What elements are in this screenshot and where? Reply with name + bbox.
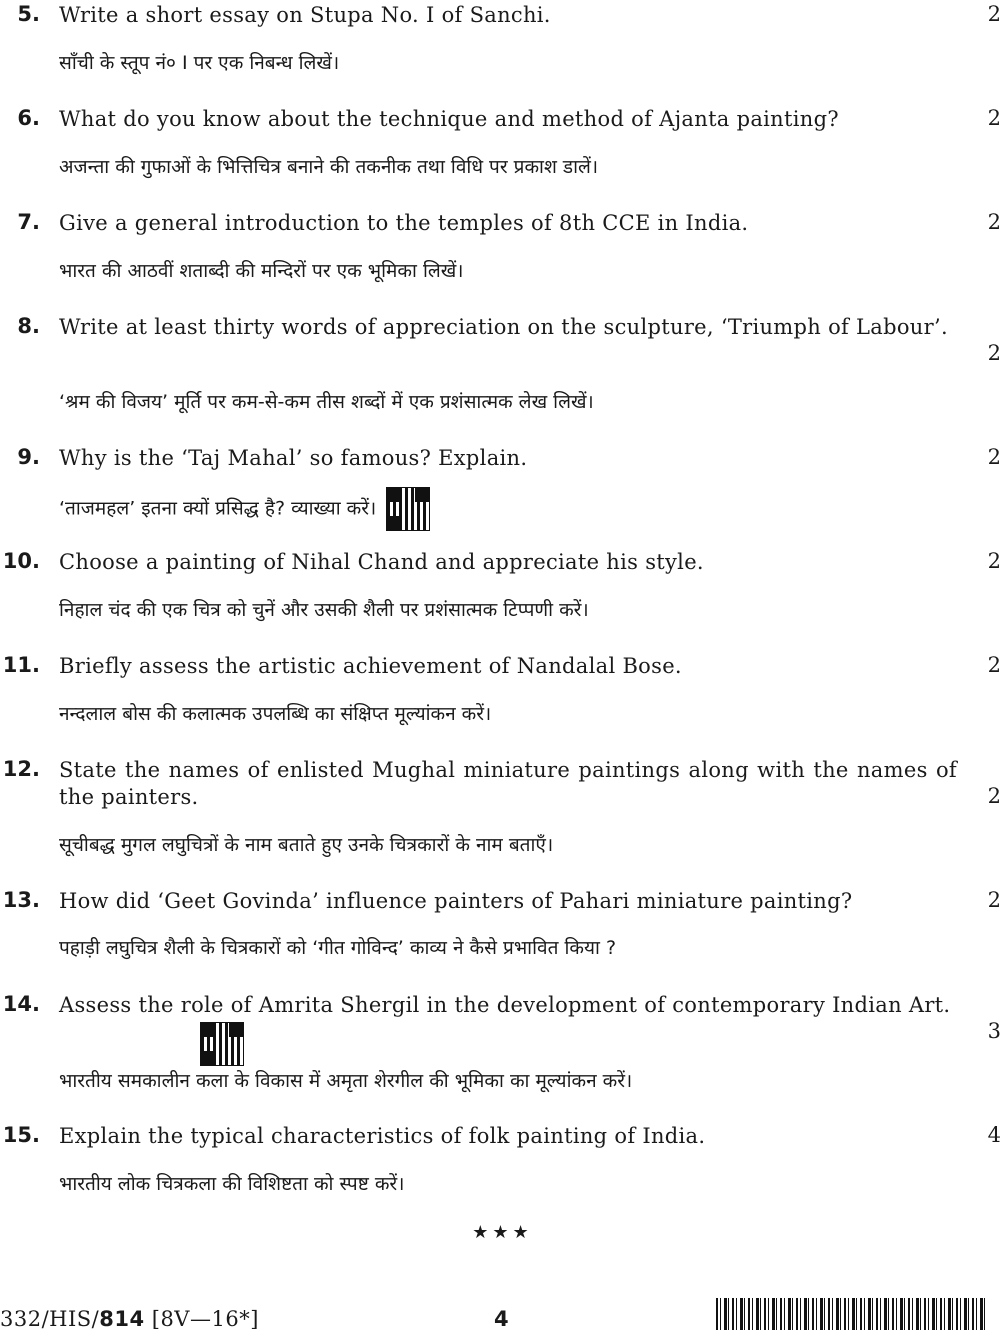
barcode <box>716 1298 988 1330</box>
question-text-english: Assess the role of Amrita Shergil in the development of contemporary Indian Art. <box>59 993 951 1017</box>
question-number: 8. <box>17 314 40 338</box>
question-number: 15. <box>2 1123 40 1147</box>
paper-code-prefix: 332/HIS/ <box>0 1307 100 1331</box>
question-text-hindi: साँची के स्तूप नं० I पर एक निबन्ध लिखें। <box>59 52 340 74</box>
question-number: 12. <box>2 757 40 781</box>
question-number: 11. <box>2 653 40 677</box>
question-marks: 2 <box>987 106 1001 130</box>
question-text-english: Choose a painting of Nihal Chand and appreciate his style. <box>59 550 704 574</box>
question-marks: 4 <box>987 1123 1001 1147</box>
question-number: 5. <box>17 2 40 26</box>
question-text-hindi: नन्दलाल बोस की कलात्मक उपलब्धि का संक्षिप्त मूल्यांकन करें। <box>59 703 492 725</box>
question-number: 10. <box>2 549 40 573</box>
question-text-english: Write at least thirty words of appreciation on the sculpture, ‘Triumph of Labour’. <box>59 315 948 339</box>
qr-code-icon[interactable] <box>386 487 430 531</box>
question-text-hindi: सूचीबद्ध मुगल लघुचित्रों के नाम बताते हुए उनके चित्रकारों के नाम बताएँ। <box>59 834 554 856</box>
question-text-english: Explain the typical characteristics of folk painting of India. <box>59 1124 706 1148</box>
end-marker: ★★★ <box>472 1222 533 1243</box>
question-text-hindi: अजन्ता की गुफाओं के भित्तिचित्र बनाने की तकनीक तथा विधि पर प्रकाश डालें। <box>59 156 599 178</box>
question-marks: 2 <box>987 341 1001 365</box>
question-number: 9. <box>17 445 40 469</box>
question-marks: 2 <box>987 549 1001 573</box>
question-text-english: Give a general introduction to the temples of 8th CCE in India. <box>59 211 749 235</box>
question-text-hindi: ‘श्रम की विजय’ मूर्ति पर कम-से-कम तीस शब्दों में एक प्रशंसात्मक लेख लिखें। <box>59 391 594 413</box>
question-text-hindi: भारतीय लोक चित्रकला की विशिष्टता को स्पष्ट करें। <box>59 1173 405 1195</box>
question-text-hindi: भारतीय समकालीन कला के विकास में अमृता शेरगील की भूमिका का मूल्यांकन करें। <box>59 1070 633 1092</box>
paper-code <box>0 1307 259 1331</box>
question-text-english: State the names of enlisted Mughal miniature paintings along with the names of the painters. <box>59 758 957 809</box>
question-marks: 2 <box>987 210 1001 234</box>
qr-code-icon[interactable] <box>200 1022 244 1066</box>
question-text-hindi: ‘ताजमहल’ इतना क्यों प्रसिद्ध है? व्याख्या करें। <box>59 497 377 520</box>
question-number: 6. <box>17 106 40 130</box>
question-marks: 2 <box>987 653 1001 677</box>
question-text-hindi: निहाल चंद की एक चित्र को चुनें और उसकी शैली पर प्रशंसात्मक टिप्पणी करें। <box>59 599 589 621</box>
question-text-english: Briefly assess the artistic achievement of Nandalal Bose. <box>59 654 682 678</box>
page-number: 4 <box>494 1307 509 1331</box>
paper-code-bold: 814 <box>99 1307 145 1331</box>
question-marks: 2 <box>987 784 1001 808</box>
paper-code-suffix: [8V—16*] <box>144 1307 259 1331</box>
question-number: 13. <box>2 888 40 912</box>
question-text-english: How did ‘Geet Govinda’ influence painters of Pahari miniature painting? <box>59 889 853 913</box>
question-text-hindi: पहाड़ी लघुचित्र शैली के चित्रकारों को ‘गीत गोविन्द’ काव्य ने कैसे प्रभावित किया ? <box>59 937 617 959</box>
question-marks: 2 <box>987 888 1001 912</box>
question-number: 14. <box>2 992 40 1016</box>
question-marks: 2 <box>987 2 1001 26</box>
question-marks: 2 <box>987 445 1001 469</box>
question-text-hindi: भारत की आठवीं शताब्दी की मन्दिरों पर एक भूमिका लिखें। <box>59 260 464 282</box>
question-hindi-row <box>59 487 959 531</box>
question-marks: 3 <box>987 1019 1001 1043</box>
question-number: 7. <box>17 210 40 234</box>
question-text-english: Why is the ‘Taj Mahal’ so famous? Explain. <box>59 446 528 470</box>
question-text-english: What do you know about the technique and method of Ajanta painting? <box>59 107 839 131</box>
question-text-english: Write a short essay on Stupa No. I of Sanchi. <box>59 3 551 27</box>
